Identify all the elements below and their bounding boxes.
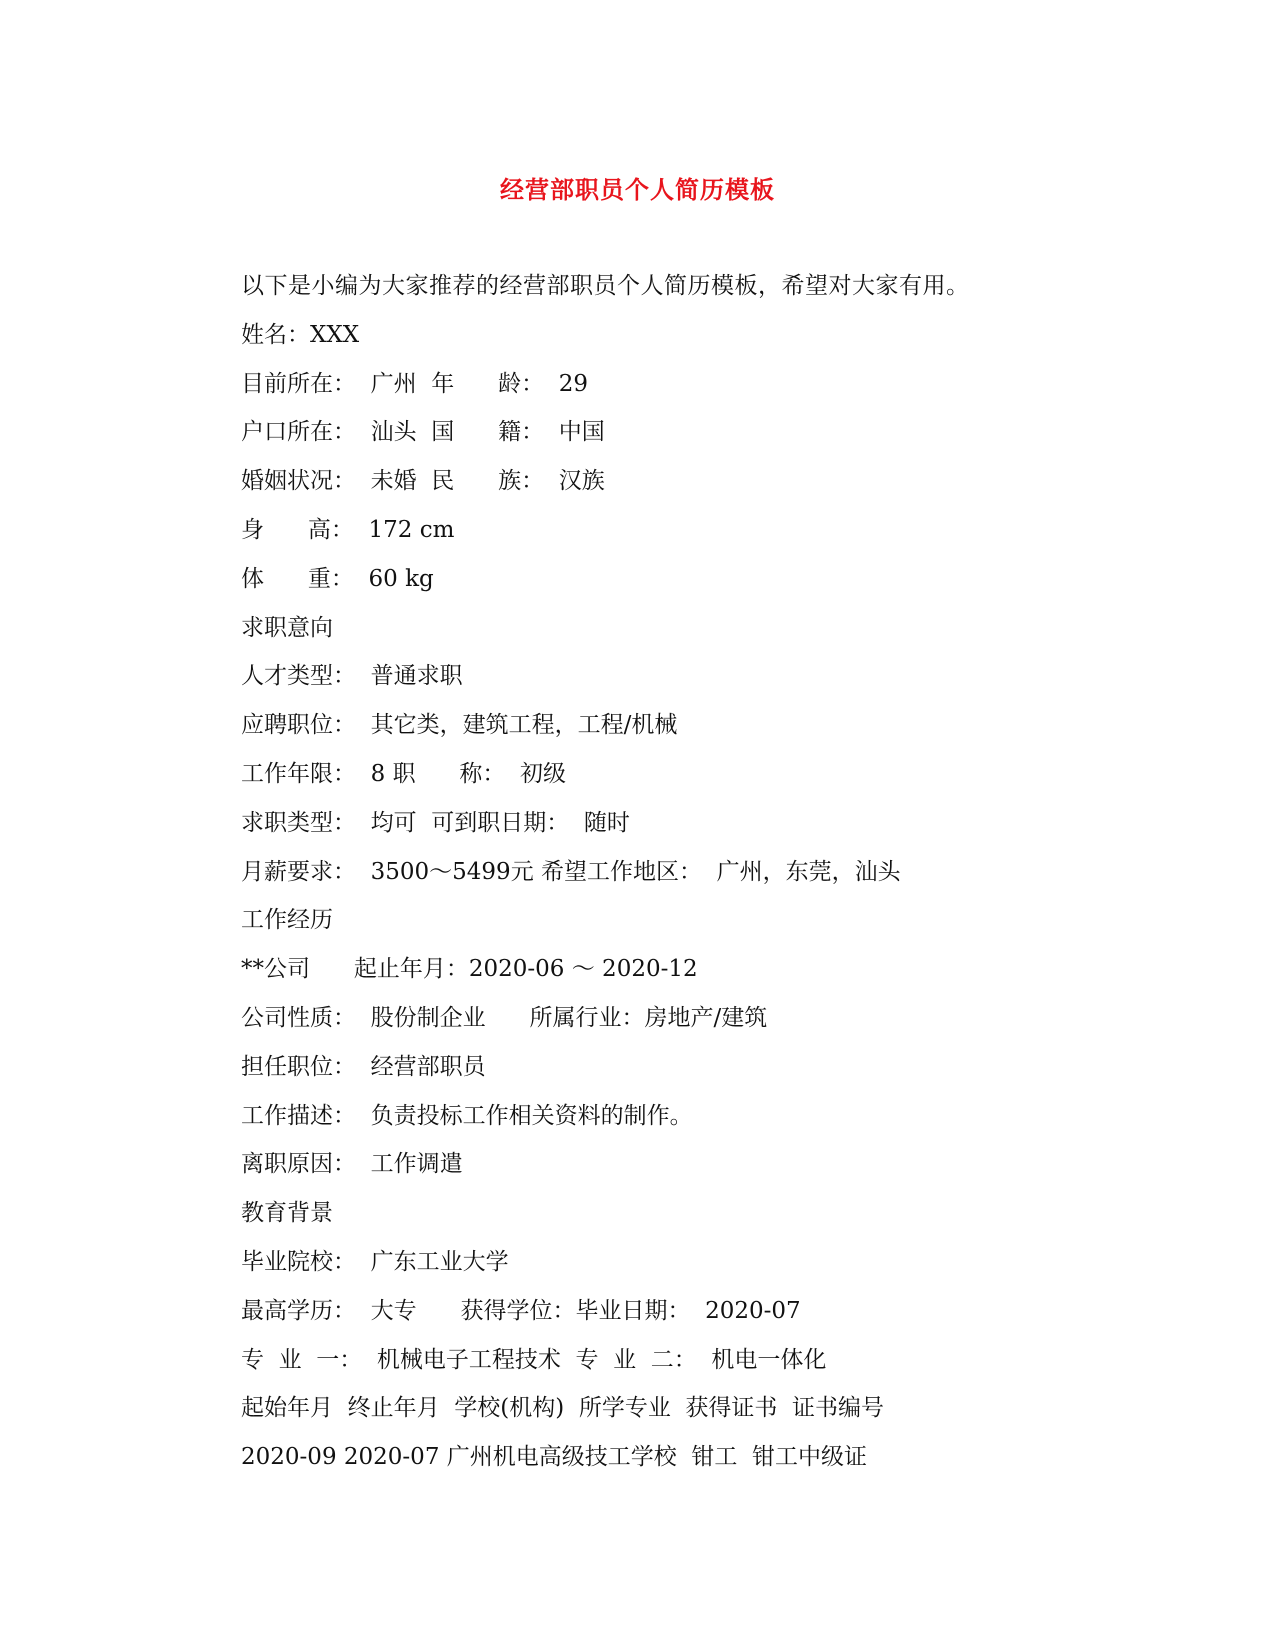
- field-job-type-start: 求职类型： 均可 可到职日期： 随时: [241, 809, 630, 836]
- field-applied-position: 应聘职位： 其它类，建筑工程，工程/机械: [241, 712, 678, 739]
- section-heading-education: 教育背景: [241, 1200, 333, 1227]
- field-height: 身 高： 172 cm: [241, 516, 455, 543]
- education-table-header: 起始年月 终止年月 学校(机构) 所学专业 获得证书 证书编号: [241, 1395, 885, 1422]
- field-name: 姓名：XXX: [241, 321, 360, 348]
- field-weight: 体 重： 60 kg: [241, 565, 434, 592]
- field-company-nature-industry: 公司性质： 股份制企业 所属行业：房地产/建筑: [241, 1004, 768, 1031]
- section-heading-job-intent: 求职意向: [241, 614, 333, 641]
- field-degree-graduation: 最高学历： 大专 获得学位：毕业日期： 2020-07: [241, 1297, 801, 1324]
- resume-body: [241, 262, 1221, 1482]
- field-job-description: 工作描述： 负责投标工作相关资料的制作。: [241, 1102, 693, 1129]
- field-marital-ethnicity: 婚姻状况： 未婚 民 族： 汉族: [241, 468, 605, 495]
- field-leave-reason: 离职原因： 工作调遣: [241, 1151, 463, 1178]
- field-work-years-title: 工作年限： 8 职 称： 初级: [241, 760, 567, 787]
- field-salary-region: 月薪要求： 3500～5499元 希望工作地区： 广州，东莞，汕头: [241, 858, 901, 885]
- field-hukou-nationality: 户口所在： 汕头 国 籍： 中国: [241, 419, 605, 446]
- page-title: 经营部职员个人简历模板: [500, 175, 775, 204]
- field-school: 毕业院校： 广东工业大学: [241, 1248, 509, 1275]
- field-location-age: 目前所在： 广州 年 龄： 29: [241, 370, 588, 397]
- field-talent-type: 人才类型： 普通求职: [241, 663, 463, 690]
- intro-paragraph: 以下是小编为大家推荐的经营部职员个人简历模板，希望对大家有用。: [241, 273, 970, 299]
- field-position-held: 担任职位： 经营部职员: [241, 1053, 486, 1080]
- education-table-row: 2020-09 2020-07 广州机电高级技工学校 钳工 钳工中级证: [241, 1444, 868, 1471]
- section-heading-work-experience: 工作经历: [241, 907, 333, 934]
- field-majors: 专 业 一： 机械电子工程技术 专 业 二： 机电一体化: [241, 1346, 827, 1373]
- field-company-period: **公司 起止年月：2020-06 ～ 2020-12: [241, 956, 698, 983]
